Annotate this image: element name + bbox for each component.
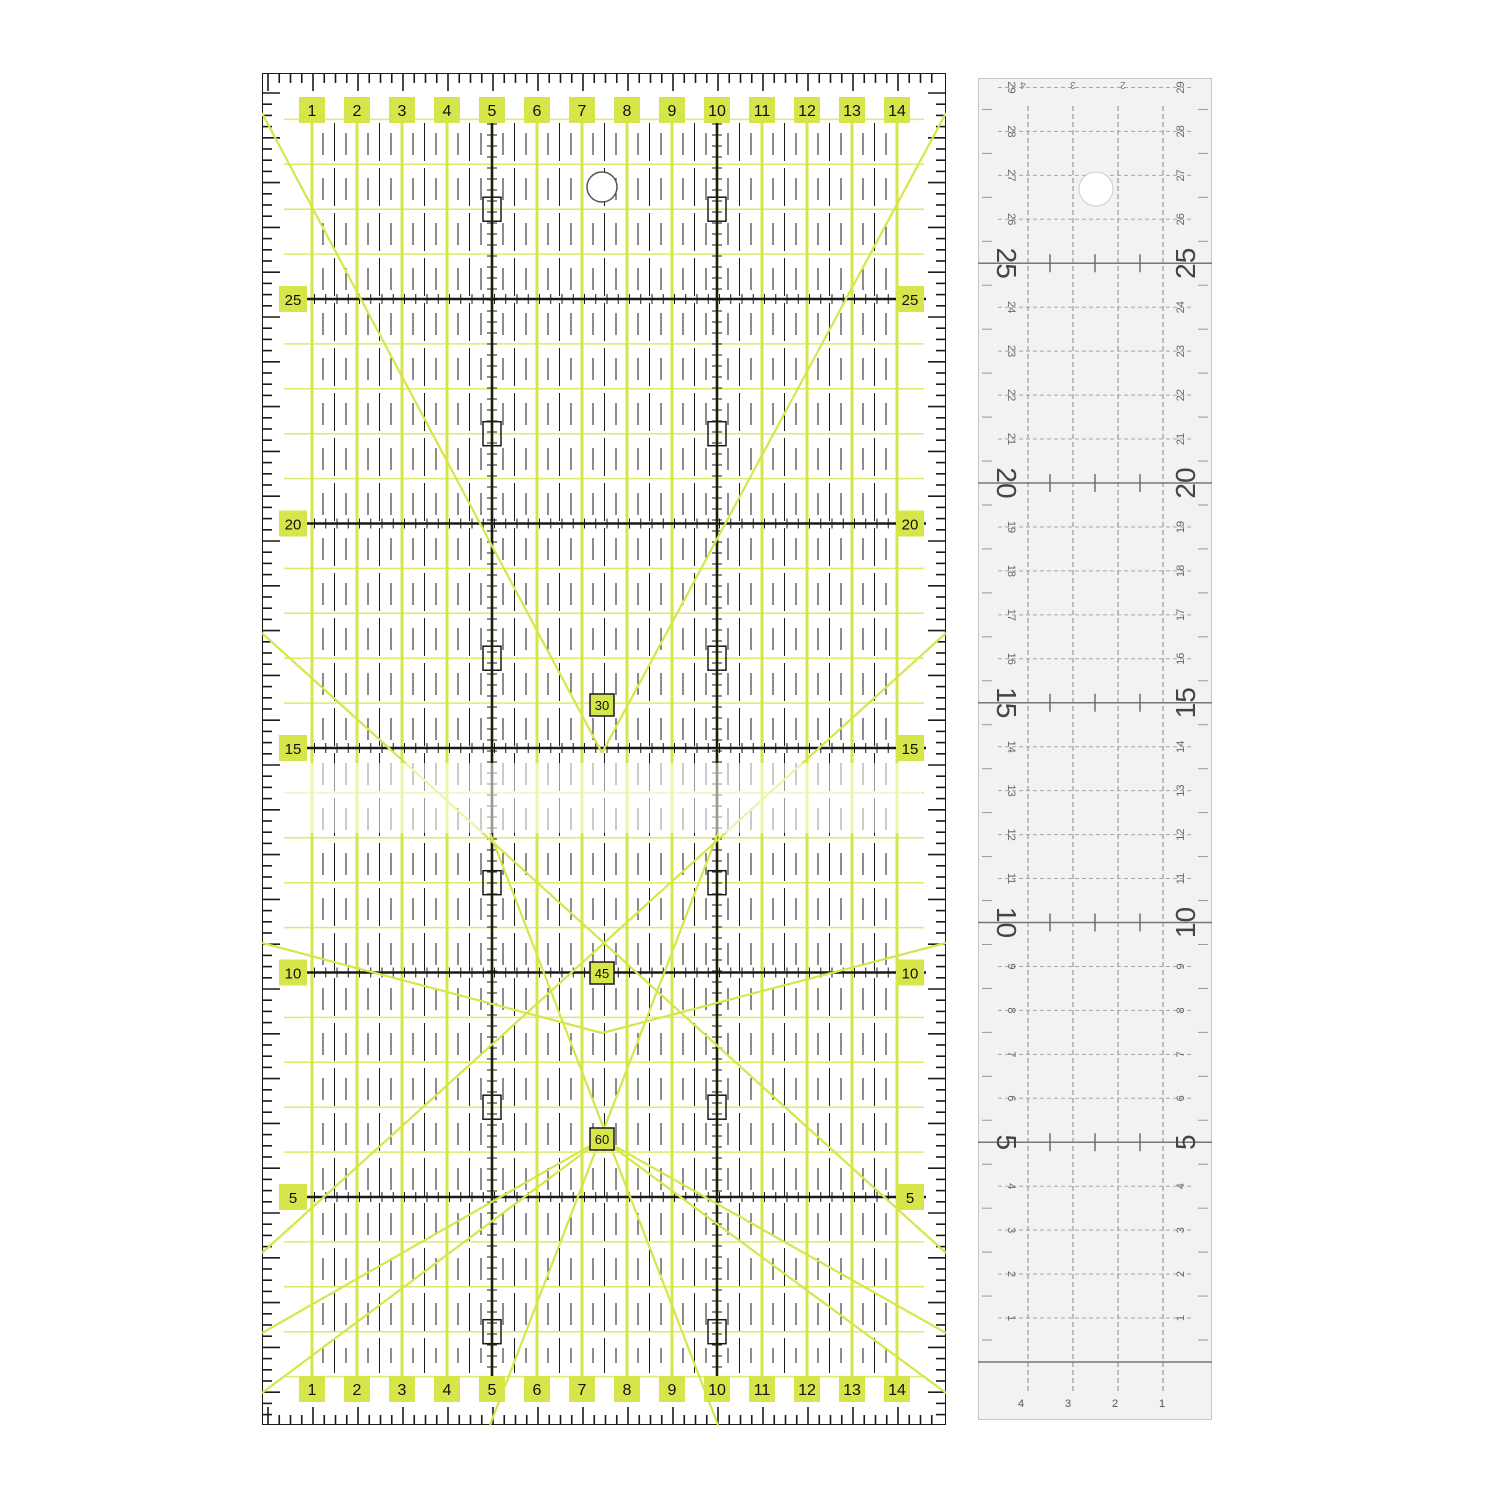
- strip-bottom-label: 3: [1064, 1398, 1072, 1410]
- strip-bottom-label: 1: [1158, 1398, 1166, 1410]
- column-number-bottom: 14: [888, 1382, 906, 1399]
- strip-minor-label: 28: [1005, 125, 1017, 138]
- column-number-bottom: 6: [532, 1382, 542, 1399]
- row-number: 5: [288, 1190, 298, 1207]
- column-number-bottom: 5: [487, 1382, 497, 1399]
- column-number-top: 13: [843, 103, 861, 120]
- strip-minor-label: 7: [1005, 1051, 1017, 1058]
- strip-minor-label: 3: [1005, 1227, 1017, 1234]
- strip-major-label: 25: [1170, 247, 1201, 279]
- column-number-bottom: 2: [352, 1382, 362, 1399]
- strip-top-label: 4: [1020, 79, 1026, 90]
- column-number-bottom: 8: [622, 1382, 632, 1399]
- strip-minor-label: 2: [1005, 1271, 1017, 1278]
- column-number-top: 12: [798, 103, 816, 120]
- strip-minor-label: 6: [1004, 1095, 1017, 1102]
- strip-bottom-label: 2: [1111, 1398, 1119, 1410]
- strip-minor-label: 19: [1175, 520, 1187, 534]
- column-number-bottom: 10: [708, 1382, 726, 1399]
- strip-minor-label: 6: [1175, 1095, 1187, 1102]
- row-number: 5: [905, 1190, 915, 1207]
- column-number-top: 2: [352, 103, 362, 120]
- strip-minor-label: 7: [1175, 1051, 1187, 1058]
- column-number-top: 10: [708, 103, 726, 120]
- strip-minor-label: 26: [1005, 213, 1017, 226]
- column-number-top: 8: [622, 103, 632, 120]
- hang-hole: [587, 172, 617, 202]
- strip-top-label: 2: [1120, 79, 1126, 90]
- strip-hang-hole: [1079, 172, 1113, 206]
- angle-label: 30: [594, 698, 610, 713]
- strip-minor-label: 16: [1175, 652, 1187, 665]
- strip-minor-label: 9: [1175, 963, 1187, 970]
- strip-minor-label: 1: [1005, 1314, 1017, 1322]
- strip-minor-label: 3: [1175, 1227, 1187, 1234]
- column-number-bottom: 9: [667, 1382, 677, 1399]
- strip-minor-label: 4: [1005, 1183, 1017, 1190]
- column-number-top: 4: [442, 103, 452, 120]
- column-number-top: 7: [577, 103, 587, 120]
- strip-major-label: 10: [991, 906, 1022, 939]
- column-number-top: 11: [753, 103, 771, 120]
- row-number: 25: [901, 292, 919, 309]
- angle-label: 60: [594, 1132, 610, 1147]
- row-number: 15: [284, 741, 302, 758]
- row-number: 20: [284, 516, 302, 534]
- strip-minor-label: 13: [1175, 784, 1187, 797]
- strip-minor-label: 27: [1175, 169, 1187, 182]
- strip-minor-label: 2: [1175, 1271, 1187, 1278]
- column-number-bottom: 13: [843, 1382, 861, 1399]
- row-number: 20: [901, 516, 919, 534]
- strip-minor-label: 12: [1175, 828, 1187, 841]
- column-number-bottom: 3: [397, 1382, 407, 1399]
- strip-minor-label: 27: [1005, 169, 1017, 182]
- strip-minor-label: 28: [1175, 125, 1187, 138]
- glare-band: [282, 763, 922, 833]
- row-number: 10: [901, 965, 919, 983]
- strip-minor-label: 11: [1175, 872, 1187, 885]
- row-number: 15: [901, 741, 919, 758]
- column-number-top: 14: [888, 103, 906, 120]
- strip-minor-label: 24: [1005, 301, 1017, 314]
- column-number-bottom: 4: [442, 1382, 452, 1399]
- column-number-bottom: 7: [577, 1382, 587, 1399]
- strip-minor-label: 18: [1175, 564, 1187, 578]
- strip-major-label: 5: [1170, 1134, 1201, 1151]
- column-number-bottom: 12: [798, 1382, 816, 1399]
- column-number-bottom: 11: [753, 1382, 771, 1399]
- strip-minor-label: 24: [1175, 301, 1187, 314]
- strip-ruler: [978, 78, 1212, 1420]
- column-number-top: 5: [487, 103, 497, 120]
- strip-minor-label: 1: [1175, 1314, 1187, 1322]
- column-number-top: 9: [667, 103, 677, 120]
- strip-minor-label: 14: [1005, 740, 1017, 753]
- strip-major-label: 25: [991, 247, 1022, 279]
- quilting-ruler: [262, 73, 946, 1425]
- strip-minor-label: 21: [1175, 432, 1187, 446]
- strip-minor-label: 11: [1005, 872, 1017, 885]
- strip-minor-label: 8: [1005, 1007, 1017, 1014]
- strip-minor-label: 22: [1175, 388, 1187, 402]
- column-number-top: 3: [397, 103, 407, 120]
- strip-major-label: 15: [991, 687, 1022, 719]
- strip-minor-label: 23: [1005, 345, 1017, 358]
- strip-top-label: 3: [1070, 79, 1076, 90]
- column-number-top: 6: [532, 103, 542, 120]
- strip-minor-label: 19: [1005, 520, 1017, 534]
- angle-label: 45: [594, 966, 610, 981]
- strip-minor-label: 9: [1005, 963, 1017, 970]
- column-number-bottom: 1: [307, 1382, 317, 1399]
- strip-minor-label: 8: [1175, 1007, 1187, 1014]
- row-number: 10: [284, 965, 302, 983]
- strip-minor-label: 12: [1005, 828, 1017, 841]
- strip-major-label: 20: [1170, 467, 1201, 499]
- strip-minor-label: 16: [1005, 652, 1017, 665]
- row-number: 25: [284, 292, 302, 309]
- strip-minor-label: 29: [1175, 81, 1187, 94]
- strip-minor-label: 18: [1005, 564, 1017, 578]
- strip-minor-label: 26: [1175, 213, 1187, 226]
- strip-minor-label: 23: [1175, 345, 1187, 358]
- strip-bottom-label: 4: [1017, 1398, 1025, 1410]
- strip-major-label: 5: [991, 1134, 1022, 1151]
- column-number-top: 1: [307, 103, 317, 120]
- strip-minor-label: 17: [1175, 608, 1187, 621]
- strip-minor-label: 17: [1005, 608, 1017, 621]
- strip-minor-label: 29: [1005, 81, 1017, 94]
- strip-major-label: 10: [1170, 906, 1201, 939]
- strip-minor-label: 13: [1005, 784, 1017, 797]
- strip-minor-label: 21: [1005, 432, 1017, 446]
- strip-minor-label: 14: [1175, 740, 1187, 753]
- strip-minor-label: 4: [1175, 1183, 1187, 1190]
- strip-major-label: 20: [991, 467, 1022, 499]
- strip-minor-label: 22: [1005, 388, 1017, 402]
- strip-major-label: 15: [1170, 687, 1201, 719]
